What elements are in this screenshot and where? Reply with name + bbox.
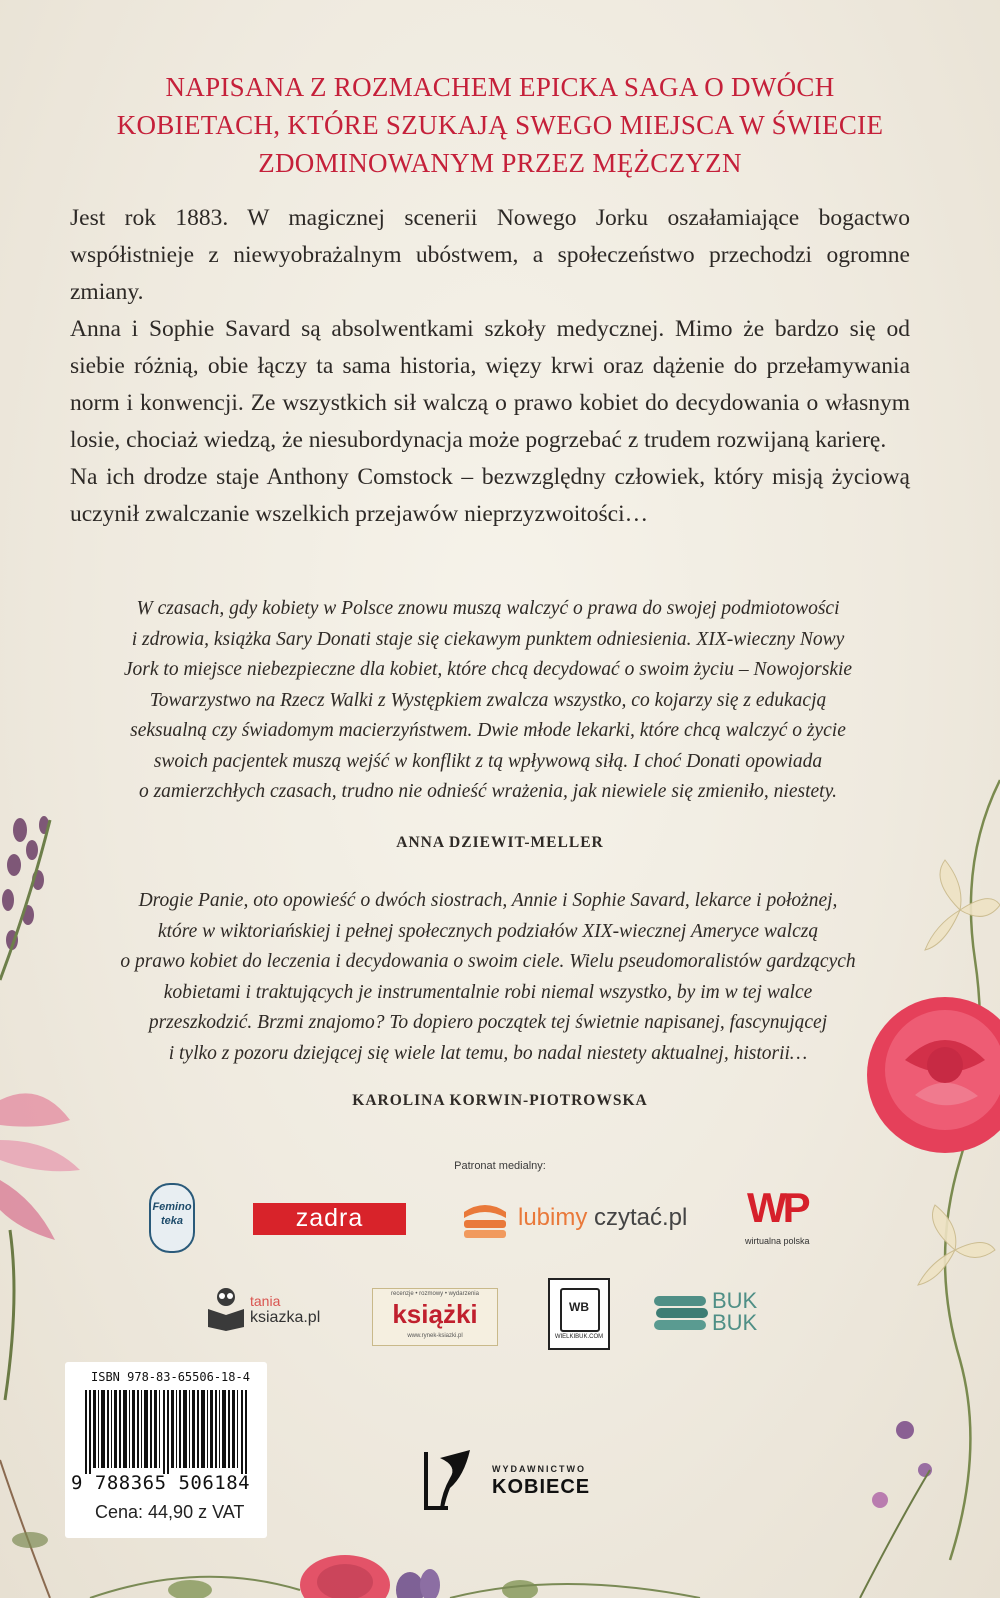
book-stack-icon [652,1286,710,1338]
media-patronage-label: Patronat medialny: [454,1160,546,1172]
wp-subtitle: wirtualna polska [745,1236,810,1246]
barcode-icon [85,1390,253,1474]
ksiazka-text: ksiazka.pl [250,1309,321,1326]
zadra-text: zadra [295,1204,364,1232]
headline-line: NAPISANA Z ROZMACHEM EPICKA SAGA O DWÓCH [165,72,835,102]
ksiazki-tagline: recenzje • rozmowy • wydarzenia [391,1291,479,1297]
headline-line: ZDOMINOWANYM PRZEZ MĘŻCZYZN [258,148,742,178]
wielkibuk-logo [548,1278,610,1350]
quote-line: W czasach, gdy kobiety w Polsce znowu muszą walczyć o prawa do swojej podmiotowości [136,598,840,619]
review-quote-1 [78,594,898,808]
quote-line: i zdrowia, książka Sary Donati staje się ciekawym punktem odniesienia. XIX-wieczny Nowy [131,628,845,650]
quote-line: kobietami i traktujących je instrumentalnie robi niemal wszystko, by im w tej walce [163,981,813,1003]
quote-line: swoich pacjentek muszą wejść w konflikt z tą wpływową siłą. I choć Donati opowiada [153,750,823,772]
book-description [70,200,910,533]
ksiazki-text: książki [392,1299,478,1329]
quote-line: o zamierzchłych czasach, trudno nie odnieść wrażenia, jak niewiele się zmieniło, niestety. [138,781,838,802]
description-paragraph: Jest rok 1883. W magicznej scenerii Nowego Jorku oszałamiające bogactwo współistnieje z niewyobrażalnym ubóstwem, a społeczeństwo przechodzi ogromne zmiany. [70,205,910,305]
ksiazki-magazine-logo [372,1288,498,1346]
quote-author-1: ANNA DZIEWIT-MELLER [396,834,604,851]
wb-mark: WB [569,1300,589,1314]
review-quote-2 [78,886,898,1069]
quote-line: Drogie Panie, oto opowieść o dwóch siostrach, Annie i Sophie Savard, lekarce i położnej, [138,890,838,911]
book-stack-icon [460,1198,510,1242]
wp-mark: WP [747,1184,807,1231]
wirtualna-polska-logo [745,1184,825,1252]
barcode-digits: 9 788365 506184 [71,1472,251,1494]
price-label: Cena: 44,90 z VAT [95,1502,245,1522]
quote-line: seksualną czy świadomym macierzyństwem. Dwie młode lekarki, które chcą walczyć o życie [130,720,846,741]
wb-url: WIELKIBUK.COM [554,1334,604,1340]
quote-line: o prawo kobiet do leczenia i decydowania o swoim ciele. Wielu pseudomoralistów gardzących [120,951,856,972]
headline-line: KOBIETACH, KTÓRE SZUKAJĄ SWEGO MIEJSCA W ŚWIECIE [116,110,884,140]
headline [70,68,930,182]
lubimyczytac-logo [460,1198,710,1242]
ksiazki-url: www.rynek-ksiazki.pl [407,1333,463,1339]
description-paragraph: Na ich drodze staje Anthony Comstock – bezwzględny człowiek, który misją życiową uczynił zwalczanie wszelkich przejawów nieprzyzwoitości… [70,464,910,527]
quote-line: i tylko z pozoru dziejącej się wiele lat temu, bo nadal niestety aktualnej, historii… [168,1042,808,1064]
czytac-text: czytać.pl [594,1204,688,1231]
owl-book-icon [206,1283,246,1331]
quote-line: Jork to miejsce niebezpieczne dla kobiet, które chcą decydować o swoim życiu – Nowojorskie [123,659,853,680]
feminoteka-text: Femino teka [152,1201,192,1227]
tania-text: tania [250,1293,281,1309]
bukbuk-logo [652,1286,772,1338]
publisher-line1: WYDAWNICTWO [492,1464,586,1474]
quill-book-icon [420,1448,478,1512]
quote-line: które w wiktoriańskiej i pełnej społecznych podziałów XIX-wiecznej Ameryce walczą [157,920,819,942]
taniaksiazka-logo [206,1283,326,1331]
lubimy-text: lubimy [518,1204,588,1231]
isbn-number: ISBN 978-83-65506-18-4 [91,1370,250,1384]
feminoteka-logo [148,1182,196,1254]
buk-text-2: BUK [712,1310,758,1335]
quote-author-2: KAROLINA KORWIN-PIOTROWSKA [352,1092,648,1109]
quote-line: przeszkodzić. Brzmi znajomo? To dopiero początek tej świetnie napisanej, fascynującej [148,1012,828,1033]
quote-line: Towarzystwo na Rzecz Walki z Występkiem zwalcza wszystko, co kojarzy się z edukacją [149,689,827,711]
isbn-barcode-box [65,1362,267,1538]
buk-text-1: BUK [712,1288,758,1313]
description-paragraph: Anna i Sophie Savard są absolwentkami szkoły medycznej. Mimo że bardzo się od siebie różnią, obie łączy ta sama historia, więzy krwi oraz dążenie do przełamywania norm i konwencji. Ze wszystkich sił walczą o prawo kobiet do decydowania o własnym losie, chociaż wiedzą, że niesubordynacja może pogrzebać z trudem rozwijaną karierę. [70,316,910,453]
publisher-logo [420,1448,610,1512]
publisher-line2: KOBIECE [492,1476,591,1498]
zadra-logo [253,1203,406,1235]
